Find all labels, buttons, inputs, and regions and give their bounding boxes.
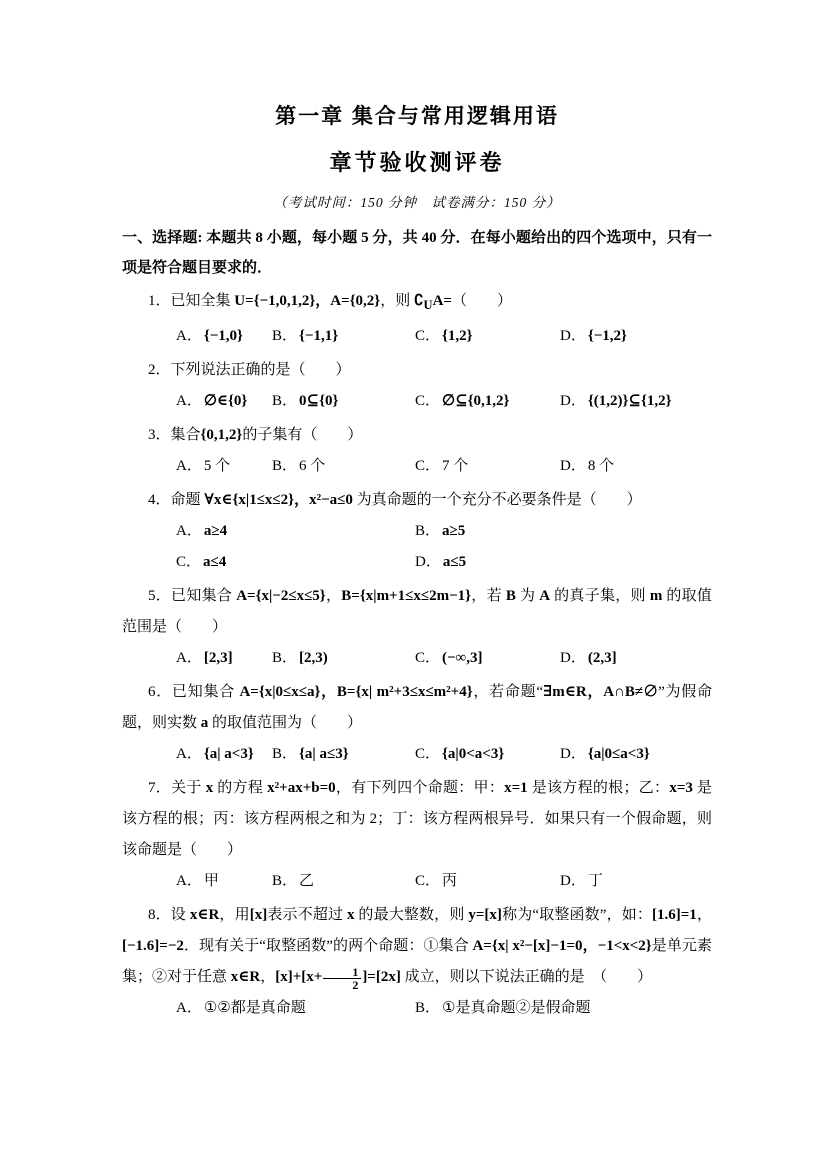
option-7-d: D． 丁: [560, 873, 603, 889]
option-5-c: C． (−∞,3]: [415, 650, 483, 666]
option-2-d: D． {(1,2)}⊆{1,2}: [560, 393, 672, 409]
option-8-a: A． ①②都是真命题: [176, 1000, 306, 1016]
question-4-options-row-2: [176, 547, 712, 578]
option-7-a: A． 甲: [176, 873, 219, 889]
option-1-a: A． {−1,0}: [176, 328, 243, 344]
option-7-c: C． 丙: [415, 873, 458, 889]
question-6-stem: 6．已知集合 A={x|0≤x≤a}，B={x| m²+3≤x≤m²+4}，若命题“∃m∈R，A∩B≠∅”为假命题，则实数 a 的取值范围为（ ）: [122, 684, 712, 731]
exam-info-line: （考试时间：150 分钟 试卷满分：150 分）: [273, 195, 561, 210]
question-3: [122, 420, 712, 482]
question-3-stem: 3．集合{0,1,2}的子集有（ ）: [148, 427, 363, 443]
question-7: [122, 773, 712, 897]
question-6: [122, 677, 712, 770]
question-4: [122, 485, 712, 578]
option-4-d: D． a≤5: [415, 554, 467, 570]
option-7-b: B． 乙: [272, 873, 315, 889]
fraction-one-half: [323, 966, 361, 992]
option-2-c: C． ∅⊆{0,1,2}: [415, 393, 510, 409]
option-8-b: B． ①是真命题②是假命题: [415, 1000, 591, 1016]
question-5-options: [176, 643, 712, 674]
fraction-numerator: 1: [323, 966, 361, 980]
option-6-d: D． {a|0≤a<3}: [560, 746, 650, 762]
option-5-a: A． [2,3]: [176, 650, 233, 666]
option-6-b: B． {a| a≤3}: [272, 746, 349, 762]
question-3-options: [176, 451, 712, 482]
question-1-options: [176, 321, 712, 352]
option-3-b: B． 6 个: [272, 458, 326, 474]
question-6-options: [176, 739, 712, 770]
fraction-denominator: 2: [352, 978, 359, 993]
option-2-b: B． 0⊆{0}: [272, 393, 339, 409]
question-1-stem: 1．已知全集 U={−1,0,1,2}，A={0,2}，则 $∁_UA=$（ ）: [148, 293, 512, 312]
question-2-options: [176, 386, 712, 417]
question-8-stem: [122, 900, 712, 993]
option-1-b: B． {−1,1}: [272, 328, 339, 344]
option-5-b: B． [2,3): [272, 650, 328, 666]
option-4-b: B． a≥5: [415, 523, 466, 539]
option-1-d: D． {−1,2}: [560, 328, 627, 344]
option-5-d: D． (2,3]: [560, 650, 617, 666]
page-title: 第一章 集合与常用逻辑用语: [275, 105, 559, 128]
question-4-options-row-1: [176, 516, 712, 547]
question-7-stem: 7．关于 x 的方程 x²+ax+b=0，有下列四个命题：甲：x=1 是该方程的根；乙：x=3 是该方程的根；丙：该方程两根之和为 2；丁：该方程两根异号．如果只有一个假命题，则该命题是（ ）: [122, 780, 712, 858]
option-4-a: A． a≥4: [176, 523, 228, 539]
page-subtitle: 章节验收测评卷: [329, 150, 505, 175]
option-3-d: D． 8 个: [560, 458, 615, 474]
question-8-options: [176, 993, 712, 1024]
question-1: [122, 286, 712, 352]
option-3-a: A． 5 个: [176, 458, 231, 474]
option-3-c: C． 7 个: [415, 458, 469, 474]
question-7-options: [176, 866, 712, 897]
question-5-stem: 5．已知集合 A={x|−2≤x≤5}，B={x|m+1≤x≤2m−1}，若 B 为 A 的真子集，则 m 的取值范围是（ ）: [122, 588, 712, 635]
question-8-stem-part-1: 8．设 x∈R，用[x]表示不超过 x 的最大整数，则 y=[x]称为“取整函数”，如：[1.6]=1，[−1.6]=−2．现有关于“取整函数”的两个命题：①集合 A={x| x²−[x]−1=0，−1<x<2}是单元素集；②对于任意 x∈R，[x]+[x+: [122, 907, 712, 985]
option-1-c: C． {1,2}: [415, 328, 473, 344]
question-2: [122, 355, 712, 417]
question-8-stem-part-2: ]=[2x] 成立，则以下说法正确的是 （ ）: [362, 969, 653, 985]
option-2-a: A． ∅∈{0}: [176, 393, 248, 409]
question-5: [122, 581, 712, 674]
question-8: [122, 900, 712, 1024]
question-4-stem: 4．命题 ∀x∈{x|1≤x≤2}，x²−a≤0 为真命题的一个充分不必要条件是（ ）: [148, 492, 642, 508]
question-2-stem: 2．下列说法正确的是（ ）: [148, 362, 351, 378]
option-6-a: A． {a| a<3}: [176, 746, 254, 762]
option-4-c: C． a≤4: [176, 554, 227, 570]
section-1-header: 一、选择题: 本题共 8 小题，每小题 5 分，共 40 分．在每小题给出的四个选项中，只有一项是符合题目要求的．: [122, 230, 712, 276]
option-6-c: C． {a|0<a<3}: [415, 746, 505, 762]
